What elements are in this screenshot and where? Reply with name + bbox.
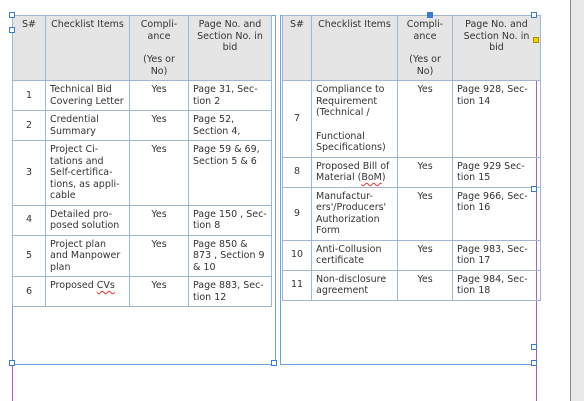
row-compliance: Yes bbox=[130, 81, 189, 111]
header-page-section: Page No. and Section No. in bid bbox=[189, 16, 272, 81]
row-compliance: Yes bbox=[398, 157, 453, 187]
row-page: Page 150 , Sec-tion 8 bbox=[189, 205, 272, 235]
corner-effect-handle[interactable] bbox=[533, 37, 539, 43]
row-page: Page 984, Sec-tion 18 bbox=[453, 270, 541, 300]
row-sn: 1 bbox=[13, 81, 46, 111]
row-item-text-suffix: ) bbox=[381, 172, 386, 183]
table-row[interactable] bbox=[283, 157, 541, 187]
row-compliance: Yes bbox=[398, 270, 453, 300]
header-checklist-items: Checklist Items bbox=[312, 16, 398, 81]
header-sn: S# bbox=[283, 16, 312, 81]
resize-handle-right-mid[interactable] bbox=[531, 186, 537, 192]
row-compliance: Yes bbox=[130, 205, 189, 235]
table-header-row bbox=[283, 16, 541, 81]
row-compliance: Yes bbox=[130, 235, 189, 277]
spellcheck-flagged-word[interactable]: CVs bbox=[96, 280, 115, 291]
row-page: Page 52, Section 4, bbox=[189, 111, 272, 141]
row-page: Page 928, Sec-tion 14 bbox=[453, 81, 541, 158]
resize-handle-top-left[interactable] bbox=[9, 12, 15, 18]
row-compliance: Yes bbox=[130, 111, 189, 141]
row-item bbox=[312, 81, 398, 158]
row-sn: 9 bbox=[283, 187, 312, 240]
row-sn: 11 bbox=[283, 270, 312, 300]
row-page: Page 850 & 873 , Section 9 & 10 bbox=[189, 235, 272, 277]
row-item: Non-disclosure agreement bbox=[312, 270, 398, 300]
row-compliance: Yes bbox=[398, 240, 453, 270]
table-row[interactable] bbox=[13, 141, 272, 206]
header-sn: S# bbox=[13, 16, 46, 81]
row-compliance: Yes bbox=[398, 187, 453, 240]
header-compliance-label: Compli-ance bbox=[140, 19, 178, 42]
row-compliance: Yes bbox=[130, 277, 189, 307]
row-item: Detailed pro-posed solution bbox=[46, 205, 130, 235]
row-item: Anti-Collusion certificate bbox=[312, 240, 398, 270]
row-sn: 3 bbox=[13, 141, 46, 206]
table-row[interactable] bbox=[13, 81, 272, 111]
in-port-handle[interactable] bbox=[427, 12, 433, 18]
row-page: Page 883, Sec-tion 12 bbox=[189, 277, 272, 307]
resize-handle-bottom-left[interactable] bbox=[9, 360, 15, 366]
row-page: Page 59 & 69, Section 5 & 6 bbox=[189, 141, 272, 206]
header-compliance bbox=[130, 16, 189, 81]
checklist-table-right bbox=[282, 15, 541, 301]
table-row[interactable] bbox=[283, 81, 541, 158]
row-item: Project Ci-tations and Self-certifica-tions, as appli-cable bbox=[46, 141, 130, 206]
spellcheck-flagged-word[interactable]: BoM bbox=[361, 172, 382, 183]
header-checklist-items: Checklist Items bbox=[46, 16, 130, 81]
out-port-handle[interactable] bbox=[531, 344, 537, 350]
table-row[interactable] bbox=[283, 187, 541, 240]
row-sn: 5 bbox=[13, 235, 46, 277]
row-page: Page 31, Sec-tion 2 bbox=[189, 81, 272, 111]
checklist-table-left bbox=[12, 15, 272, 307]
pasteboard-edge bbox=[570, 0, 584, 401]
table-row[interactable] bbox=[13, 205, 272, 235]
row-item-text: Proposed Bill of Material ( bbox=[316, 160, 390, 183]
resize-handle-bottom-mid[interactable] bbox=[271, 360, 277, 366]
table-row[interactable] bbox=[283, 240, 541, 270]
header-compliance-sub: (Yes or No) bbox=[409, 54, 441, 77]
row-page: Page 966, Sec-tion 16 bbox=[453, 187, 541, 240]
row-sn: 6 bbox=[13, 277, 46, 307]
row-sn: 10 bbox=[283, 240, 312, 270]
table-row[interactable] bbox=[13, 235, 272, 277]
table-header-row bbox=[13, 16, 272, 81]
table-row[interactable] bbox=[283, 270, 541, 300]
resize-handle-top-right[interactable] bbox=[531, 12, 537, 18]
row-item: Manufactur-ers'/Producers' Authorization Form bbox=[312, 187, 398, 240]
row-sn: 7 bbox=[283, 81, 312, 158]
row-page: Page 929 Sec-tion 15 bbox=[453, 157, 541, 187]
header-compliance-sub: (Yes or No) bbox=[143, 54, 175, 77]
row-item-text: Proposed bbox=[50, 280, 97, 291]
row-sn: 2 bbox=[13, 111, 46, 141]
table-row[interactable] bbox=[13, 277, 272, 307]
row-item: Technical Bid Covering Letter bbox=[46, 81, 130, 111]
resize-handle-left-mid[interactable] bbox=[9, 27, 15, 33]
table-row[interactable] bbox=[13, 111, 272, 141]
row-compliance: Yes bbox=[398, 81, 453, 158]
header-page-section: Page No. and Section No. in bid bbox=[453, 16, 541, 81]
row-item: Credential Summary bbox=[46, 111, 130, 141]
resize-handle-bottom-right[interactable] bbox=[531, 360, 537, 366]
row-page: Page 983, Sec-tion 17 bbox=[453, 240, 541, 270]
row-item-text: Compliance to Requirement (Technical / bbox=[316, 84, 385, 118]
row-sn: 4 bbox=[13, 205, 46, 235]
row-item bbox=[312, 157, 398, 187]
row-compliance: Yes bbox=[130, 141, 189, 206]
row-item-text-continued: Functional Specifications) bbox=[316, 130, 386, 153]
header-compliance-label: Compli-ance bbox=[406, 19, 444, 42]
row-sn: 8 bbox=[283, 157, 312, 187]
margin-guide-left bbox=[12, 363, 13, 401]
header-compliance bbox=[398, 16, 453, 81]
row-item: Project plan and Manpower plan bbox=[46, 235, 130, 277]
row-item bbox=[46, 277, 130, 307]
